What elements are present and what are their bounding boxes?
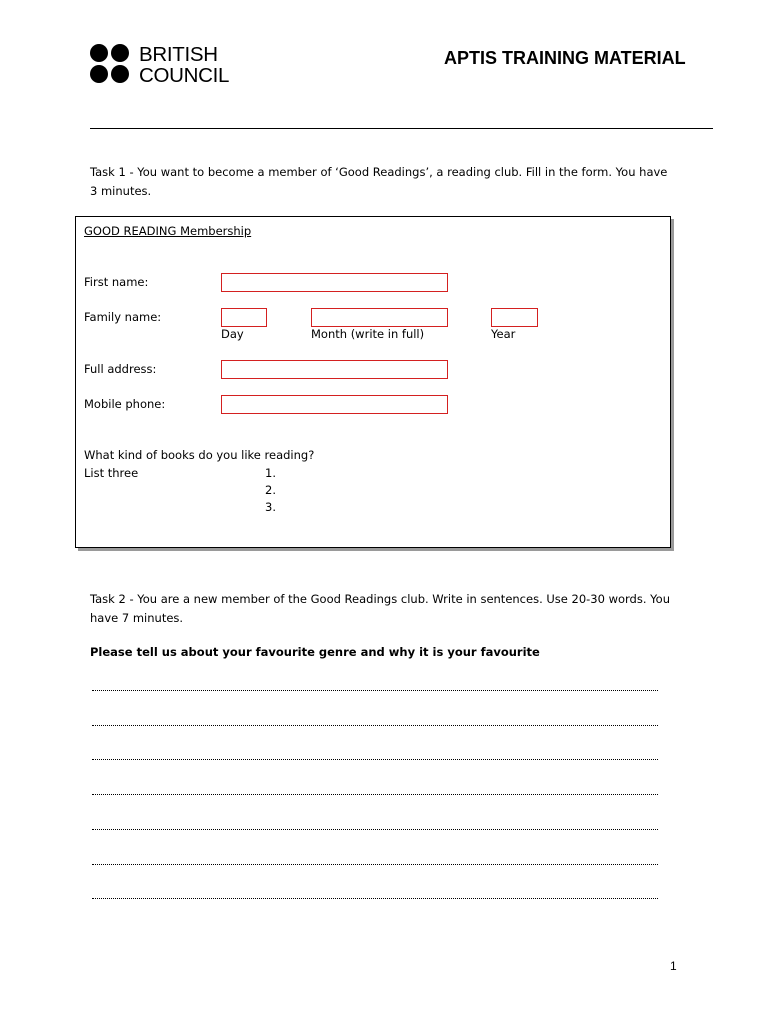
mobile-label: Mobile phone:	[84, 397, 166, 411]
task2-prompt: Please tell us about your favourite genre and why it is your favourite	[90, 645, 540, 659]
header-rule	[90, 128, 713, 129]
month-field[interactable]	[311, 308, 448, 327]
logo-wordmark	[139, 45, 229, 87]
mobile-field[interactable]	[221, 395, 448, 414]
answer-line[interactable]	[92, 725, 658, 726]
list-item-1[interactable]: 1.	[265, 466, 276, 480]
first-name-field[interactable]	[221, 273, 448, 292]
membership-form	[75, 216, 671, 548]
day-field[interactable]	[221, 308, 267, 327]
task2-instructions	[90, 590, 690, 628]
family-name-label: Family name:	[84, 310, 162, 324]
year-field[interactable]	[491, 308, 538, 327]
answer-line[interactable]	[92, 898, 658, 899]
page-number: 1	[670, 959, 677, 973]
list-item-3[interactable]: 3.	[265, 500, 276, 514]
address-label: Full address:	[84, 362, 157, 376]
logo-line-1: BRITISH	[139, 43, 218, 66]
form-title: GOOD READING Membership	[84, 224, 252, 238]
answer-line[interactable]	[92, 759, 658, 760]
task1-line-1: Task 1 - You want to become a member of ‘Good Readings’, a reading club. Fill in the form. You have	[90, 165, 668, 179]
list-item-2[interactable]: 2.	[265, 483, 276, 497]
task1-instructions	[90, 163, 690, 201]
logo-line-2: COUNCIL	[139, 64, 230, 87]
day-label: Day	[221, 327, 244, 341]
list-label: List three	[84, 466, 139, 480]
answer-line[interactable]	[92, 829, 658, 830]
books-question: What kind of books do you like reading?	[84, 448, 315, 462]
address-field[interactable]	[221, 360, 448, 379]
logo-dots-icon	[90, 44, 134, 88]
task1-line-2: 3 minutes.	[90, 184, 152, 198]
answer-line[interactable]	[92, 794, 658, 795]
task2-line-1: Task 2 - You are a new member of the Good Readings club. Write in sentences. Use 20-30 words. You	[90, 592, 670, 606]
task2-line-2: have 7 minutes.	[90, 611, 184, 625]
year-label: Year	[491, 327, 516, 341]
british-council-logo	[90, 44, 230, 88]
month-label: Month (write in full)	[311, 327, 425, 341]
document-title: APTIS TRAINING MATERIAL	[444, 48, 686, 68]
answer-line[interactable]	[92, 864, 658, 865]
first-name-label: First name:	[84, 275, 149, 289]
answer-line[interactable]	[92, 690, 658, 691]
